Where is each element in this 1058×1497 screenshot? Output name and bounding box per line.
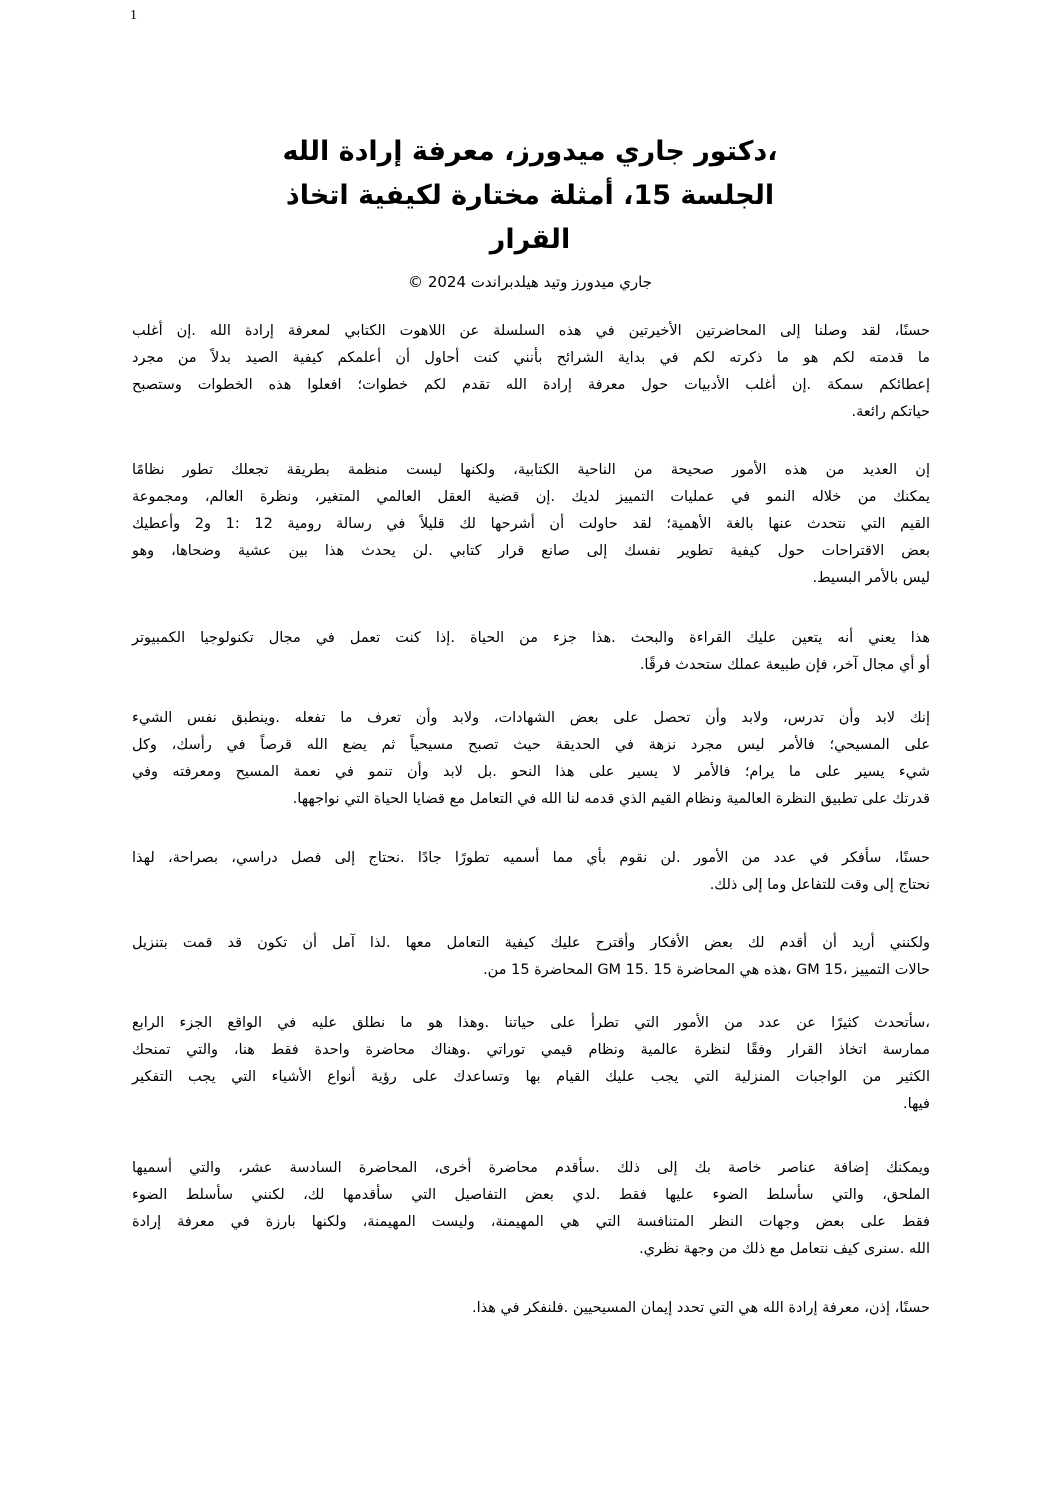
paragraph-line: قدرتك على تطبيق النظرة العالمية ونظام القيم الذي قدمه لنا الله في التعامل مع قضايا الحياة التي نواجهها. (292, 791, 930, 807)
title-line: ،دكتور جاري ميدورز، معرفة إرادة الله (282, 136, 778, 167)
paragraph-line: ولكنني أريد أن أقدم لك بعض الأفكار وأقترح عليك كيفية التعامل معها .لذا آمل أن تكون قد قمت بتنزيل (132, 935, 930, 951)
paragraph-line: حسنًا، لقد وصلنا إلى المحاضرتين الأخيرتين في هذه السلسلة عن اللاهوت الكتابي لمعرفة إرادة الله .إن أغلب (132, 323, 930, 339)
paragraph-line: حسنًا، إذن، معرفة إرادة الله هي التي تحدد إيمان المسيحيين .فلنفكر في هذا. (472, 1300, 930, 1316)
body-paragraph (132, 457, 930, 592)
paragraph-line: نحتاج إلى وقت للتفاعل وما إلى ذلك. (709, 877, 930, 893)
paragraph-line: إن العديد من هذه الأمور صحيحة من الناحية الكتابية، ولكنها ليست منظمة بطريقة تجعلك تطور نظامًا (132, 462, 930, 478)
body-paragraph (132, 1010, 930, 1118)
paragraph-line: إنك لابد وأن تدرس، ولابد وأن تحصل على بعض الشهادات، ولابد وأن تعرف ما تفعله .وينطبق نفس الشيء (132, 710, 930, 726)
paragraph-line: ممارسة اتخاذ القرار وفقًا لنظرة عالمية ونظام قيمي توراتي .وهناك محاضرة واحدة فقط هنا، والتي تمنحك (132, 1042, 930, 1058)
body-paragraph (132, 705, 930, 813)
paragraph-line: حالات التمييز ،GM 15 ،هذه هي المحاضرة 15 .GM 15 المحاضرة 15 من. (483, 962, 930, 978)
paragraph-line: على المسيحي؛ فالأمر ليس مجرد نزهة في الحديقة حيث تصبح مسيحياً ثم يضع الله قرصاً في رأسك، وكل (132, 737, 930, 753)
paragraph-line: أو أي مجال آخر، فإن طبيعة عملك ستحدث فرقًا. (639, 657, 930, 673)
paragraph-line: الكثير من الواجبات المنزلية التي يجب عليك القيام بها وتساعدك على رؤية أنواع الأشياء التي يجب التفكير (132, 1069, 930, 1085)
body-paragraph (132, 1295, 930, 1322)
paragraph-line: ما قدمته لكم هو ما ذكرته لكم في بداية الشرائح بأنني كنت أحاول أن أعلمكم كيفية الصيد بدلاً من مجرد (132, 350, 930, 366)
paragraph-line: ويمكنك إضافة عناصر خاصة بك إلى ذلك .سأقدم محاضرة أخرى، المحاضرة السادسة عشر، والتي أسميها (132, 1160, 930, 1176)
title-line: الجلسة 15، أمثلة مختارة لكيفية اتخاذ (285, 180, 775, 211)
paragraph-line: حسنًا، سأفكر في عدد من الأمور .لن نقوم بأي مما أسميه تطورًا جادًا .نحتاج إلى فصل دراسي، بصراحة، لهذا (132, 850, 930, 866)
paragraph-line: يمكنك من خلاله النمو في عمليات التمييز لديك .إن قضية العقل العالمي المتغير، ونظرة العالم، ومجموعة (132, 489, 930, 505)
body-paragraph (132, 930, 930, 984)
paragraph-line: فيها. (902, 1096, 930, 1112)
document-title (130, 130, 930, 262)
page-number: 1 (130, 8, 137, 23)
paragraph-line: بعض الاقتراحات حول كيفية تطوير نفسك إلى صانع قرار كتابي .لن يحدث هذا بين عشية وضحاها، وهو (132, 543, 930, 559)
title-line: القرار (489, 224, 571, 255)
body-paragraph (132, 625, 930, 679)
body-paragraph (132, 1155, 930, 1263)
paragraph-line: إعطائكم سمكة .إن أغلب الأدبيات حول معرفة إرادة الله تقدم لكم خطوات؛ افعلوا هذه الخطوات وستصبح (132, 377, 930, 393)
paragraph-line: حياتكم رائعة. (851, 404, 930, 420)
copyright-line: جاري ميدورز وتيد هيلدبراندت 2024 © (408, 273, 652, 291)
paragraph-line: هذا يعني أنه يتعين عليك القراءة والبحث .هذا جزء من الحياة .إذا كنت تعمل في مجال تكنولوجيا الكمبيوتر (132, 630, 930, 646)
body-paragraph (132, 318, 930, 426)
paragraph-line: فقط على بعض وجهات النظر المتنافسة التي هي المهيمنة، وليست المهيمنة، ولكنها بارزة في معرفة إرادة (132, 1214, 930, 1230)
paragraph-line: ليس بالأمر البسيط. (812, 570, 930, 586)
paragraph-line: الله .سنرى كيف نتعامل مع ذلك من وجهة نظري. (639, 1241, 930, 1257)
paragraph-line: شيء يسير على ما يرام؛ فالأمر لا يسير على هذا النحو .بل لابد وأن تنمو في نعمة المسيح ومعرفته وفي (132, 764, 930, 780)
paragraph-line: ،سأتحدث كثيرًا عن عدد من الأمور التي تطرأ على حياتنا .وهذا هو ما نطلق عليه في الواقع الجزء الرابع (132, 1015, 930, 1031)
paragraph-line: القيم التي نتحدث عنها بالغة الأهمية؛ لقد حاولت أن أشرحها لك قليلاً في رسالة رومية 12 :1 و2 وأعطيك (132, 516, 930, 532)
body-paragraph (132, 845, 930, 899)
paragraph-line: الملحق، والتي سأسلط الضوء عليها فقط .لدي بعض التفاصيل التي سأقدمها لك، لكنني سأسلط الضوء (132, 1187, 930, 1203)
